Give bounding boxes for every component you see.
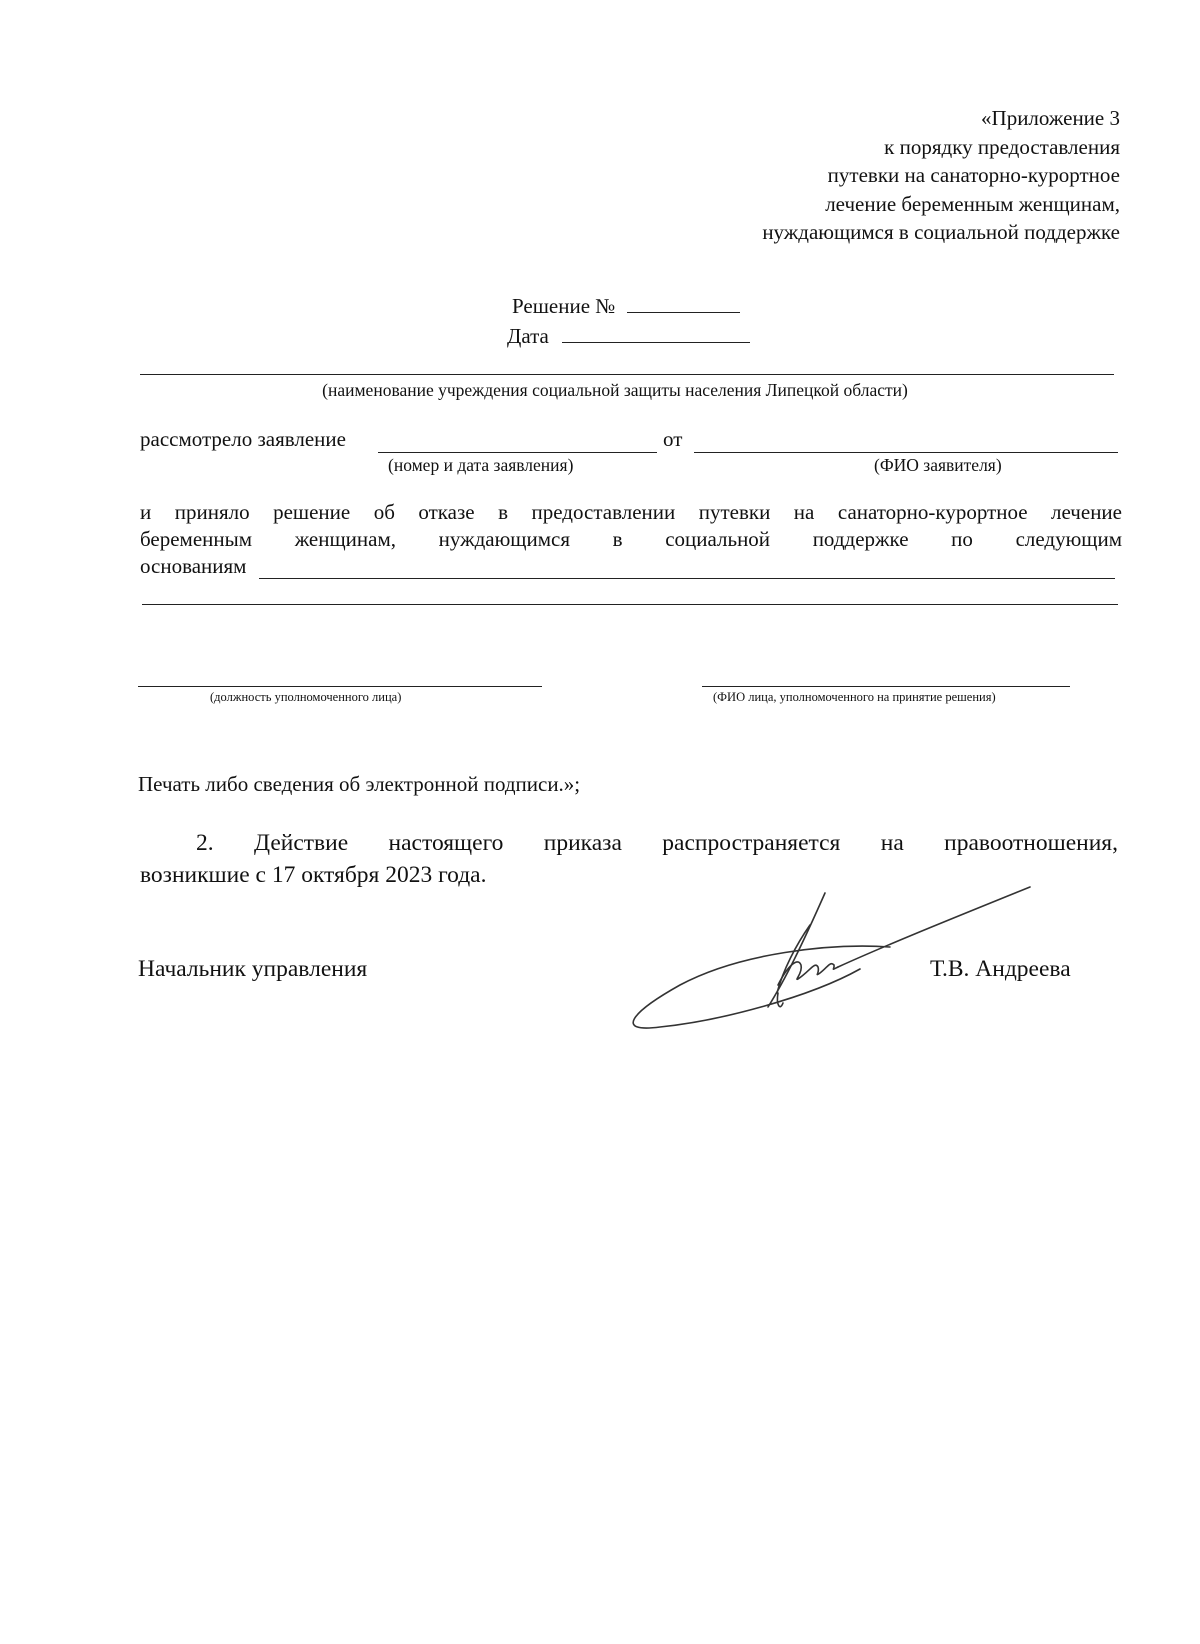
decision-date-field[interactable] <box>562 322 750 343</box>
appendix-line: «Приложение 3 <box>981 106 1120 130</box>
decision-number-field[interactable] <box>627 292 740 313</box>
grounds-field-continued[interactable] <box>142 604 1118 605</box>
appendix-line: к порядку предоставления <box>884 134 1120 159</box>
footer-name: Т.В. Андреева <box>930 956 1071 982</box>
decision-number-label: Решение № <box>512 294 616 318</box>
institution-name-field[interactable] <box>140 374 1114 375</box>
position-field[interactable] <box>138 686 542 687</box>
seal-note: Печать либо сведения об электронной подписи.»; <box>138 772 581 796</box>
refusal-line-2: беременным женщинам, нуждающимся в социальной поддержке по следующим <box>140 527 1122 551</box>
footer-position: Начальник управления <box>138 956 368 982</box>
application-field[interactable] <box>378 452 657 453</box>
authorized-name-field[interactable] <box>702 686 1070 687</box>
institution-caption: (наименование учреждения социальной защиты населения Липецкой области) <box>322 380 908 400</box>
appendix-line: лечение беременным женщинам, <box>825 191 1120 216</box>
applicant-field[interactable] <box>694 452 1118 453</box>
decision-date-row <box>507 322 750 349</box>
handwritten-signature <box>620 885 1040 1035</box>
appendix-line: путевки на санаторно-курортное <box>827 163 1120 187</box>
decision-number-row <box>512 292 740 319</box>
clause-2-line-1: 2. Действие настоящего приказа распространяется на правоотношения, <box>196 830 1118 856</box>
from-label: от <box>663 427 683 451</box>
applicant-caption: (ФИО заявителя) <box>874 455 1002 475</box>
clause-2-line-2: возникшие с 17 октября 2023 года. <box>140 862 487 888</box>
appendix-line: нуждающимся в социальной поддержке <box>762 220 1120 244</box>
position-caption: (должность уполномоченного лица) <box>210 690 402 704</box>
refusal-line-3: основаниям <box>140 554 247 578</box>
grounds-field[interactable] <box>259 578 1115 579</box>
application-caption: (номер и дата заявления) <box>388 455 574 475</box>
decision-date-label: Дата <box>507 324 549 348</box>
appendix-header <box>560 104 1120 247</box>
refusal-line-1: и приняло решение об отказе в предоставлении путевки на санаторно-курортное лечение <box>140 500 1122 524</box>
review-label: рассмотрело заявление <box>140 427 346 451</box>
authorized-name-caption: (ФИО лица, уполномоченного на принятие решения) <box>713 690 996 704</box>
